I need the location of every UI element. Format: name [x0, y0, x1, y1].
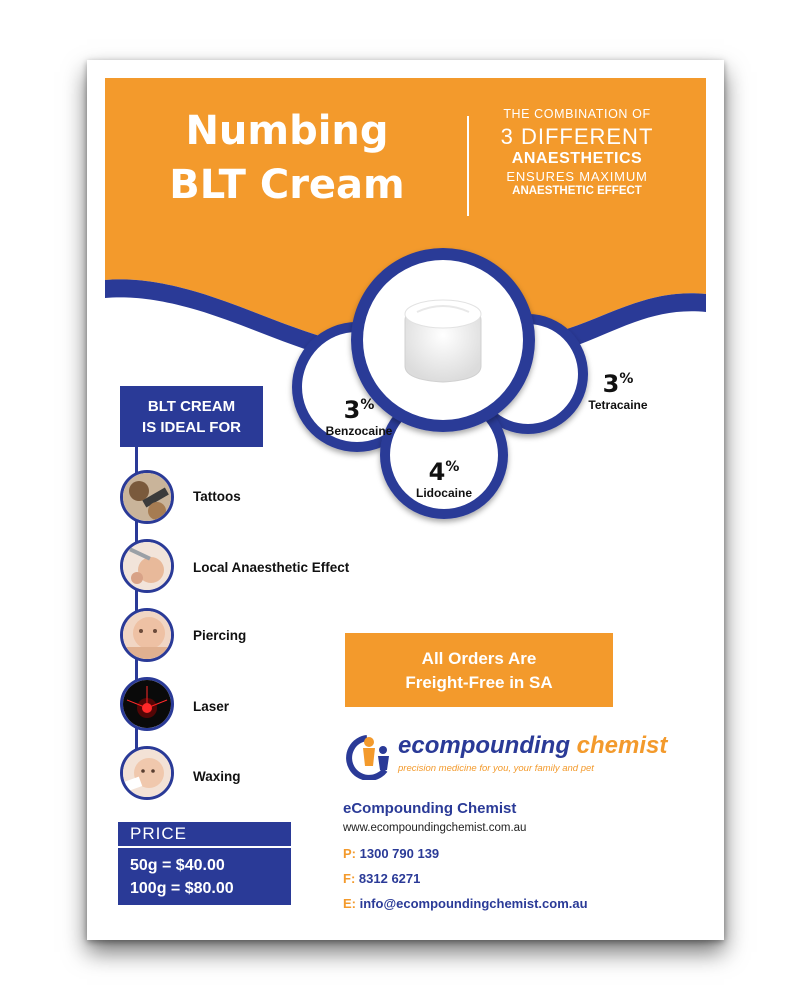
use-label-laser: Laser	[193, 699, 230, 714]
flyer-sheet	[87, 60, 724, 940]
use-label-piercing: Piercing	[193, 628, 247, 643]
tagline	[487, 108, 667, 197]
email-row: E: info@ecompoundingchemist.com.au	[343, 896, 588, 911]
product-title	[147, 104, 427, 212]
cream-jar-icon	[405, 300, 481, 382]
brand-name: ecompounding chemist	[398, 732, 668, 759]
freight-free-banner: All Orders Are Freight-Free in SA	[345, 633, 613, 707]
use-label-tattoos: Tattoos	[193, 489, 241, 504]
phone-row: P: 1300 790 139	[343, 846, 440, 861]
local-anaesthetic-photo	[120, 539, 174, 593]
website-link[interactable]: www.ecompoundingchemist.com.au	[343, 822, 527, 834]
tagline-line-5: ANAESTHETIC EFFECT	[512, 184, 642, 197]
use-label-local-anaesthetic: Local Anaesthetic Effect	[193, 560, 350, 575]
brand-tagline: precision medicine for you, your family and pet	[398, 763, 594, 774]
brand-logo-icon	[345, 732, 397, 780]
price-list	[118, 848, 291, 905]
tagline-line-1: THE COMBINATION OF	[503, 107, 651, 121]
tetracaine-label: 3% Tetracaine	[588, 370, 648, 412]
price-50g: 50g = $40.00	[130, 857, 225, 874]
company-name: eCompounding Chemist	[343, 800, 517, 817]
tattoo-photo	[120, 470, 174, 524]
title-divider	[467, 116, 469, 216]
tagline-line-2: 3 DIFFERENT	[500, 123, 654, 149]
price-heading: PRICE	[118, 822, 291, 846]
price-100g: 100g = $80.00	[130, 880, 234, 897]
tagline-line-3: ANAESTHETICS	[511, 149, 643, 167]
fax-number: 8312 6271	[358, 871, 421, 886]
lidocaine-label: 4% Lidocaine	[415, 458, 472, 500]
use-label-waxing: Waxing	[193, 769, 241, 784]
laser-photo	[120, 677, 174, 731]
title-line-2: BLT Cream	[169, 162, 405, 208]
contact-block	[343, 800, 683, 921]
piercing-photo	[120, 608, 174, 662]
phone-number[interactable]: 1300 790 139	[359, 846, 440, 861]
tagline-line-4: ENSURES MAXIMUM	[506, 168, 648, 184]
email-link[interactable]: info@ecompoundingchemist.com.au	[359, 896, 588, 911]
ideal-for-heading: BLT CREAM IS IDEAL FOR	[120, 386, 263, 447]
waxing-photo	[120, 746, 174, 800]
fax-row: F: 8312 6271	[343, 871, 421, 886]
title-line-1: Numbing	[185, 108, 389, 154]
benzocaine-label: 3% Benzocaine	[325, 396, 393, 438]
